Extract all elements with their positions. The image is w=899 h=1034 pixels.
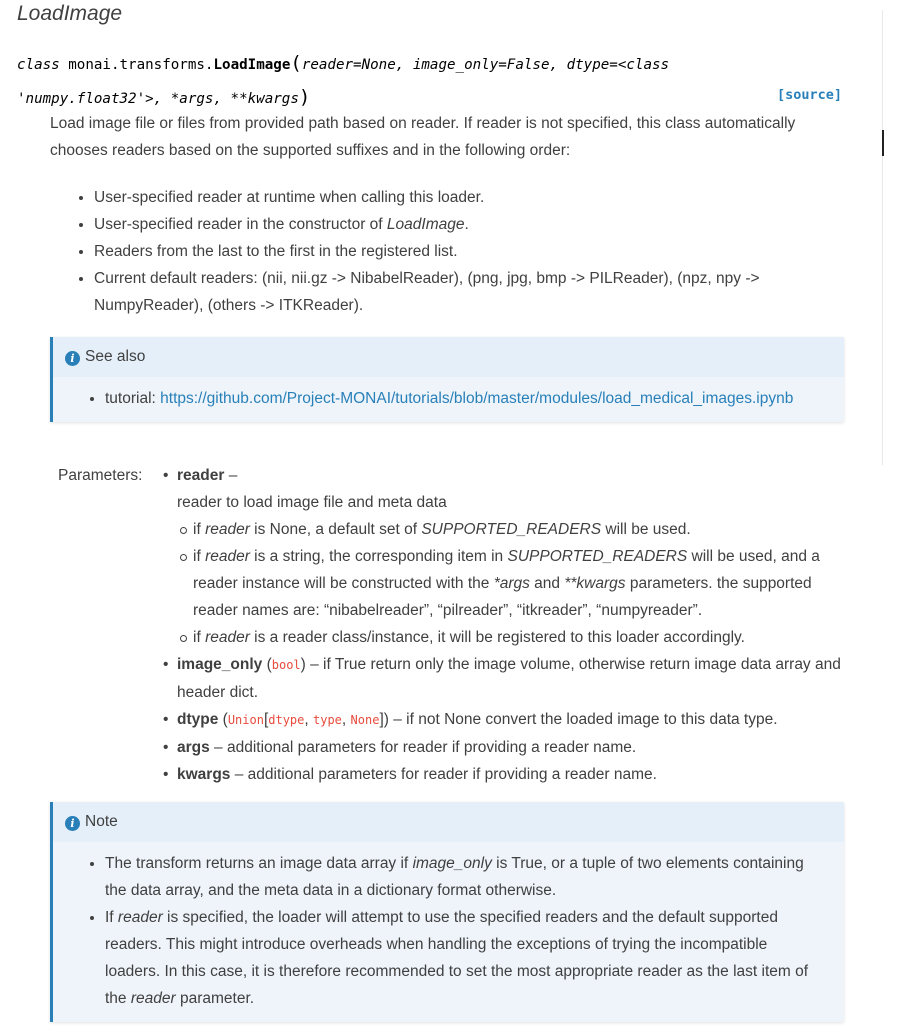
class-description: Load image file or files from provided path based on reader. If reader is not specified, this class automatically chooses readers based on the supported suffixes and in the following order:	[50, 115, 796, 159]
signature-params-line2: 'numpy.float32'>, *args, **kwargs	[17, 91, 299, 107]
see-also-admonition	[50, 337, 844, 422]
param-dash: –	[224, 467, 238, 484]
list-item: • Readers from the last to the first in the registered list.	[94, 238, 814, 265]
note-title-text: Note	[85, 813, 118, 830]
list-item-text: User-specified reader in the constructor of	[94, 216, 387, 233]
signature-close-paren: )	[298, 86, 311, 108]
param-name: reader	[177, 467, 225, 484]
param-type-union[interactable]: Union	[227, 713, 264, 727]
class-signature	[17, 47, 842, 115]
param-desc: reader to load image file and meta data	[177, 494, 447, 511]
list-item: • If reader is specified, the loader will attempt to use the specified readers and the default supported readers. This might introduce overheads when handling the exceptions of trying the incompatible loaders. In this case, it is therefore recommended to set the most appropriate reader as the last item of the reader parameter.	[105, 904, 824, 1012]
list-item: • User-specified reader in the constructor of LoadImage.	[94, 211, 814, 238]
param-desc: – if not None convert the loaded image to this data type.	[388, 711, 778, 728]
note-list	[53, 842, 844, 1022]
scrollbar-track[interactable]	[882, 10, 883, 465]
signature-params-line1: reader=None, image_only=False, dtype=<class	[301, 57, 670, 73]
param-type[interactable]: type	[313, 713, 342, 727]
reader-order-list	[76, 184, 814, 319]
param-desc: – additional parameters for reader if providing a reader name.	[209, 739, 637, 756]
signature-open-paren: (	[290, 52, 302, 74]
param-name: image_only	[177, 656, 263, 673]
info-icon: i	[65, 351, 80, 366]
note-title	[53, 802, 844, 842]
list-item: • Current default readers: (nii, nii.gz -> NibabelReader), (png, jpg, bmp -> PILReader), (npz, npy -> NumpyReader), (others -> ITKReader).	[94, 265, 814, 319]
param-desc: – if True return only the image volume, otherwise return image data array and header dict.	[177, 656, 841, 701]
param-image-only: • image_only (bool) – if True return only the image volume, otherwise return image data array and header dict.	[177, 651, 847, 706]
param-type[interactable]: bool	[271, 658, 301, 672]
list-item	[105, 385, 824, 412]
see-also-title-text: See also	[85, 348, 146, 365]
see-also-title	[53, 337, 844, 377]
list-item: if reader is None, a default set of SUPPORTED_READERS will be used.	[193, 516, 847, 543]
param-reader	[177, 462, 847, 651]
param-dtype: • dtype (Union[dtype, type, None]) – if not None convert the loaded image to this data type.	[177, 706, 847, 734]
parameters-label: Parameters:	[58, 467, 143, 484]
list-item: • User-specified reader at runtime when calling this loader.	[94, 184, 814, 211]
param-name: kwargs	[177, 766, 231, 783]
page-title: LoadImage	[17, 2, 123, 25]
source-link[interactable]: [source]	[776, 87, 842, 103]
parameters-list	[177, 462, 847, 788]
signature-keyword: class	[17, 57, 60, 73]
list-item: if reader is a reader class/instance, it will be registered to this loader accordingly.	[193, 624, 847, 651]
param-kwargs	[177, 761, 847, 788]
list-item: if reader is a string, the corresponding item in SUPPORTED_READERS will be used, and a reader instance will be constructed with the *args and **kwargs parameters. the supported reader names are: “nibabelreader”, “pilreader”, “itkreader”, “numpyreader”.	[193, 543, 847, 624]
param-name: args	[177, 739, 210, 756]
param-args	[177, 734, 847, 761]
info-icon: i	[65, 816, 80, 831]
param-type[interactable]: None	[350, 713, 380, 727]
signature-class-name: LoadImage	[213, 57, 291, 73]
param-desc: – additional parameters for reader if providing a reader name.	[230, 766, 657, 783]
signature-module: monai.transforms.	[68, 57, 214, 73]
tutorial-link[interactable]: https://github.com/Project-MONAI/tutorials/blob/master/modules/load_medical_images.ipynb	[160, 390, 794, 407]
list-item: • The transform returns an image data array if image_only is True, or a tuple of two elements containing the data array, and the meta data in a dictionary format otherwise.	[105, 850, 824, 904]
param-name: dtype	[177, 711, 219, 728]
reader-sub-list	[177, 516, 847, 651]
see-also-prefix: tutorial:	[105, 390, 161, 407]
scrollbar-thumb[interactable]	[882, 130, 884, 156]
param-type[interactable]: dtype	[268, 713, 305, 727]
note-admonition	[50, 802, 844, 1022]
list-item-emph: LoadImage	[386, 216, 465, 233]
see-also-list	[53, 377, 844, 422]
